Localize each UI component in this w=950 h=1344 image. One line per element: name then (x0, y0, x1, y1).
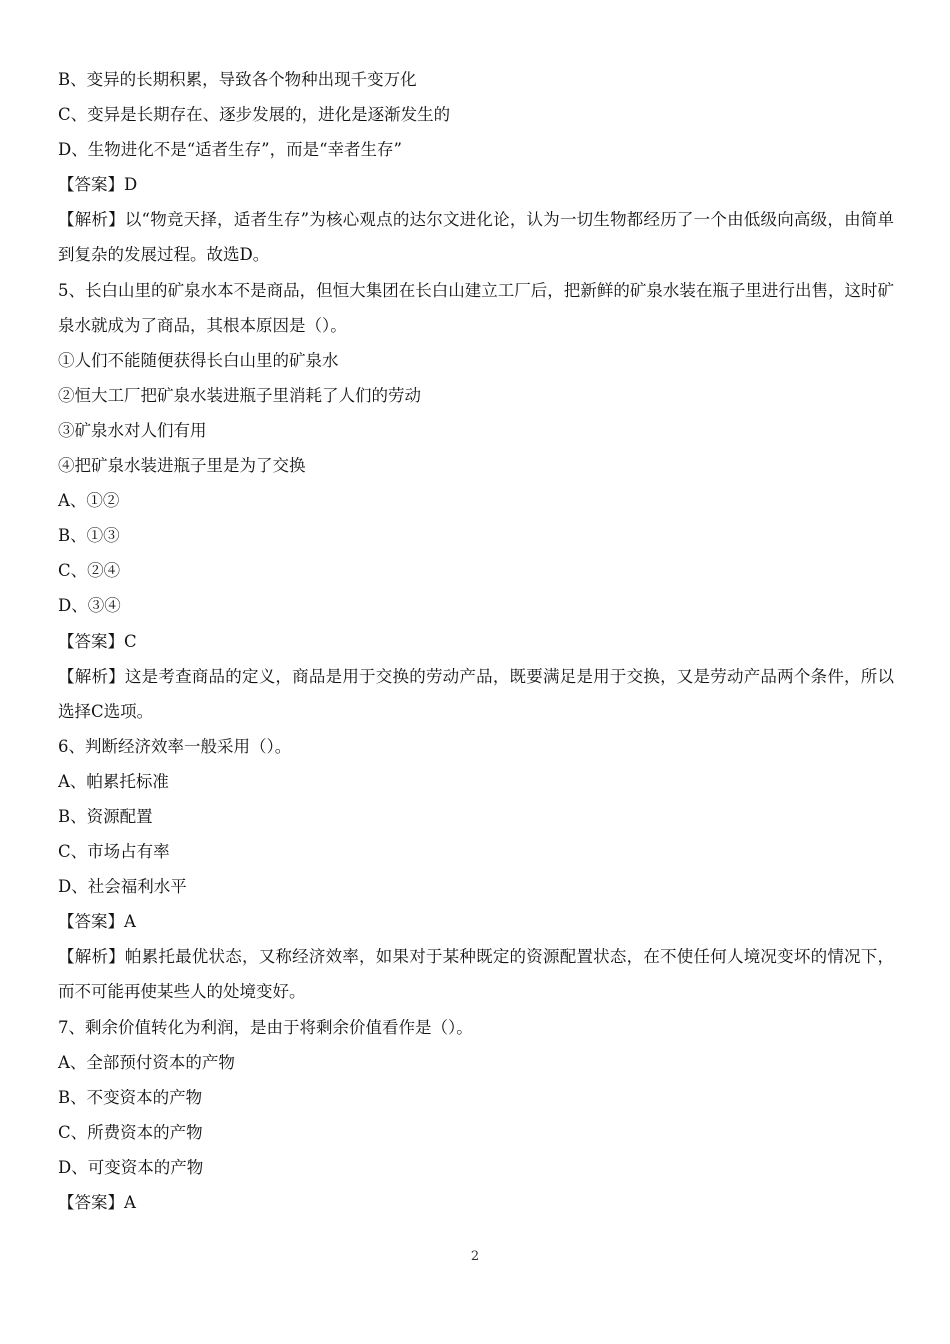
q5-option-b: B、①③ (58, 526, 120, 546)
q5-answer: 【答案】C (58, 631, 137, 651)
q5-option-c: C、②④ (58, 561, 121, 581)
q6-option-a: A、帕累托标准 (58, 771, 169, 791)
q7-option-a: A、全部预付资本的产物 (58, 1052, 235, 1072)
q4-option-d: D、生物进化不是“适者生存”，而是“幸者生存” (58, 140, 402, 160)
q4-analysis: 【解析】以“物竞天择，适者生存”为核心观点的达尔文进化论，认为一切生物都经历了一个由低级向高级，由简单到复杂的发展过程。故选D。 (58, 210, 894, 265)
q6-option-c: C、市场占有率 (58, 842, 170, 862)
q5-option-a: A、①② (58, 491, 120, 511)
q5-statement-4: ④把矿泉水装进瓶子里是为了交换 (58, 456, 306, 476)
q5-option-d: D、③④ (58, 596, 121, 616)
document-page (58, 62, 894, 1220)
q5-statement-2: ②恒大工厂把矿泉水装进瓶子里消耗了人们的劳动 (58, 385, 421, 405)
q7-option-d: D、可变资本的产物 (58, 1157, 204, 1177)
q6-question: 6、判断经济效率一般采用（）。 (58, 736, 292, 756)
q5-statement-3: ③矿泉水对人们有用 (58, 420, 207, 440)
q4-option-b: B、变异的长期积累，导致各个物种出现千变万化 (58, 70, 417, 89)
q7-answer: 【答案】A (58, 1193, 136, 1212)
q5-question: 5、长白山里的矿泉水本不是商品，但恒大集团在长白山建立工厂后，把新鲜的矿泉水装在瓶子里进行出售，这时矿泉水就成为了商品，其根本原因是（）。 (58, 280, 894, 335)
q5-statement-1: ①人们不能随便获得长白山里的矿泉水 (58, 350, 339, 370)
q7-question: 7、剩余价值转化为利润，是由于将剩余价值看作是（）。 (58, 1017, 473, 1037)
q6-option-d: D、社会福利水平 (58, 877, 187, 897)
q6-answer: 【答案】A (58, 912, 136, 932)
q5-analysis: 【解析】这是考查商品的定义，商品是用于交换的劳动产品，既要满足是用于交换，又是劳动产品两个条件，所以选择C选项。 (58, 666, 894, 721)
q4-answer: 【答案】D (58, 175, 138, 195)
q4-option-c: C、变异是长期存在、逐步发展的，进化是逐渐发生的 (58, 105, 451, 125)
q7-option-b: B、不变资本的产物 (58, 1087, 203, 1107)
q6-analysis: 【解析】帕累托最优状态，又称经济效率，如果对于某种既定的资源配置状态，在不使任何人境况变坏的情况下，而不可能再使某些人的处境变好。 (58, 947, 894, 1002)
q7-option-c: C、所费资本的产物 (58, 1122, 203, 1142)
page-number: 2 (470, 1249, 480, 1264)
q6-option-b: B、资源配置 (58, 806, 153, 826)
